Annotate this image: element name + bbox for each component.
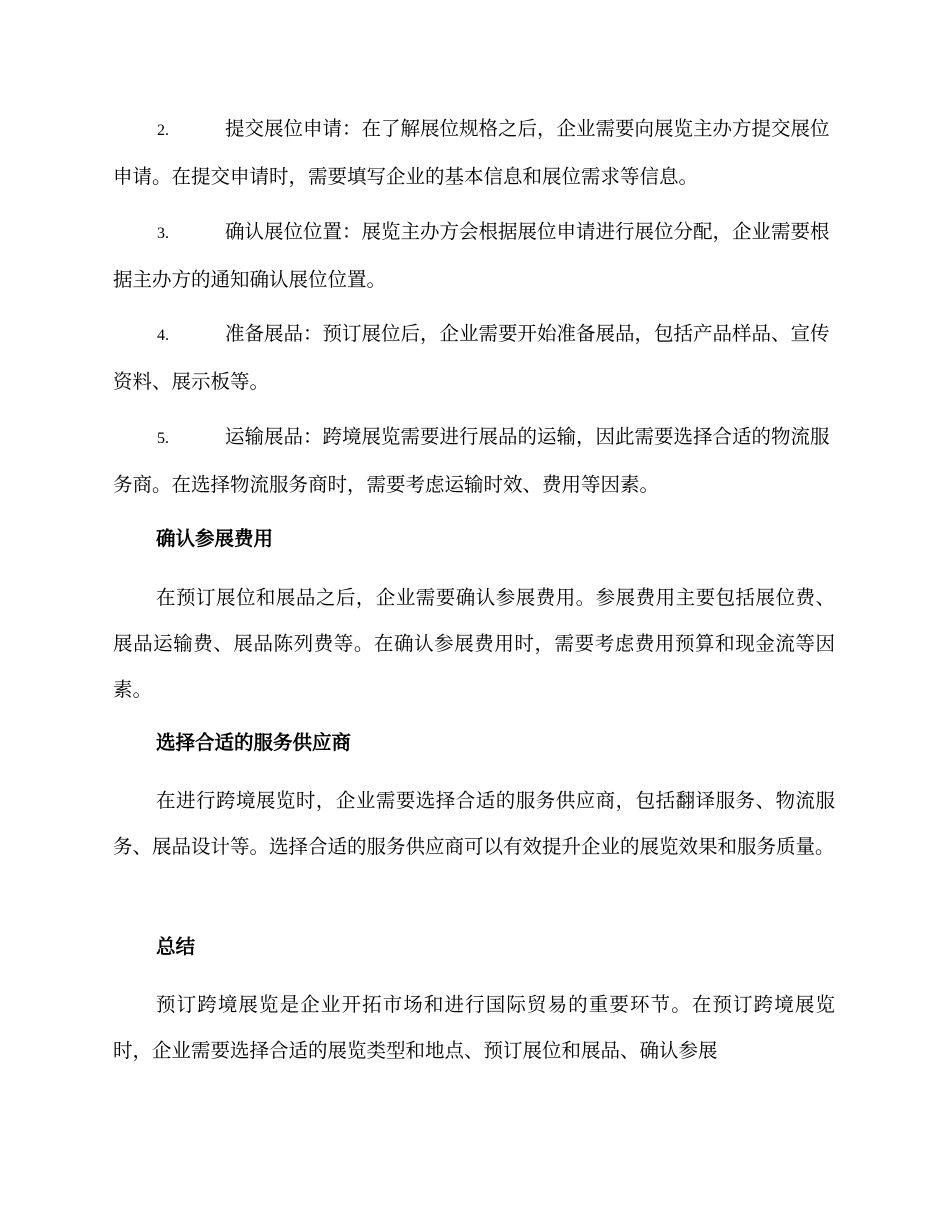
section-body-fees: 在预订展位和展品之后，企业需要确认参展费用。参展费用主要包括展位费、展品运输费、展品陈列费等。在确认参展费用时，需要考虑费用预算和现金流等因素。	[113, 586, 835, 701]
list-item-4	[113, 311, 835, 405]
section-body-suppliers: 在进行跨境展览时，企业需要选择合适的服务供应商，包括翻译服务、物流服务、展品设计等。选择合适的服务供应商可以有效提升企业的展览效果和服务质量。	[113, 789, 835, 858]
list-item-3	[113, 209, 835, 303]
list-item-text: 提交展位申请：在了解展位规格之后，企业需要向展览主办方提交展位申请。在提交申请时，需要填写企业的基本信息和展位需求等信息。	[113, 117, 830, 188]
list-number: 2.	[157, 122, 169, 139]
section-heading-summary: 总结	[156, 935, 196, 958]
list-item-5	[113, 414, 835, 508]
list-item-text: 准备展品：预订展位后，企业需要开始准备展品，包括产品样品、宣传资料、展示板等。	[113, 322, 830, 393]
section-heading-fees: 确认参展费用	[156, 527, 274, 550]
section-body-summary: 预订跨境展览是企业开拓市场和进行国际贸易的重要环节。在预订跨境展览时，企业需要选择合适的展览类型和地点、预订展位和展品、确认参展	[113, 993, 835, 1062]
section-heading-suppliers: 选择合适的服务供应商	[156, 731, 352, 754]
list-number: 4.	[157, 327, 169, 344]
list-item-2	[113, 106, 835, 200]
list-number: 3.	[157, 225, 169, 242]
list-item-text: 运输展品：跨境展览需要进行展品的运输，因此需要选择合适的物流服务商。在选择物流服务商时，需要考虑运输时效、费用等因素。	[113, 425, 830, 496]
list-item-text: 确认展位位置：展览主办方会根据展位申请进行展位分配，企业需要根据主办方的通知确认展位位置。	[113, 220, 830, 291]
list-number: 5.	[157, 430, 169, 447]
